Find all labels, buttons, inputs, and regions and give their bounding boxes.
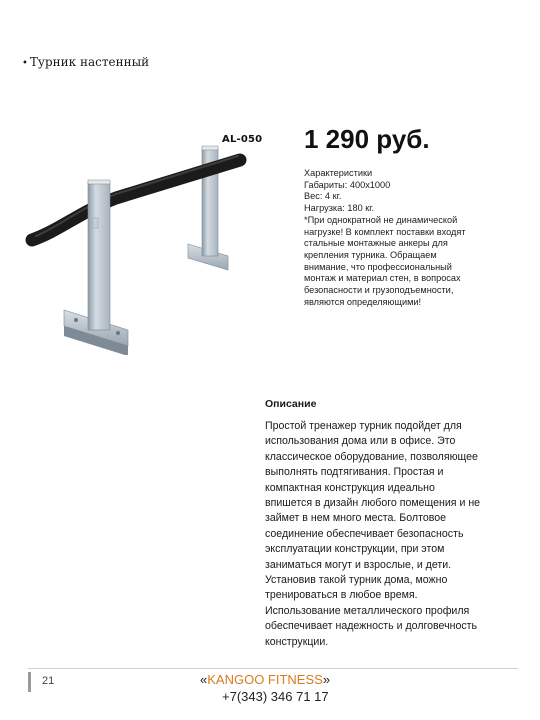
description-line: обеспечивает надежность и долговечность [265, 620, 477, 633]
page-number: 21 [42, 675, 55, 687]
footer-divider [28, 668, 518, 669]
specs-line: нагрузке! В комплект поставки входят [304, 226, 466, 237]
description-line: соединение обеспечивает безопасность [265, 527, 464, 540]
price: 1 290 руб. [304, 124, 430, 154]
model-code: AL-050 [222, 134, 263, 145]
description-heading: Описание [265, 398, 317, 410]
brand-name [200, 672, 330, 687]
specs-line: безопасности и грузоподъемности, [304, 285, 454, 296]
description-line: займет в нем много места. Болтовое [265, 512, 447, 525]
description-line: эксплуатации конструкции, при этом [265, 543, 445, 556]
title-bullet: • [22, 58, 28, 69]
specs-block [304, 168, 504, 308]
specs-line: монтаж и материал стен, в вопросах [304, 273, 461, 284]
specs-line: Характеристики [304, 168, 373, 178]
specs-line: Вес: 4 кг. [304, 191, 342, 202]
brand-quote-close: » [322, 672, 331, 687]
title-text: Турник настенный [29, 55, 150, 69]
description-line: Установив такой турник дома, можно [265, 574, 448, 587]
description-line: Простой тренажер турник подойдет для [265, 420, 462, 432]
specs-line: Габариты: 400х1000 [304, 179, 391, 190]
front-post [88, 180, 110, 330]
product-image [20, 140, 270, 355]
description-line: использования дома или в офисе. Это [265, 435, 456, 448]
description-line: заниматься могут и взрослые, и дети. [265, 558, 452, 571]
specs-line: внимание, что профессиональный [304, 261, 452, 272]
brand-quote-open: « [200, 672, 208, 687]
specs-line: стальные монтажные анкеры для [304, 238, 448, 249]
specs-line: крепления турника. Обращаем [304, 249, 437, 260]
specs-line: являются определяющими! [304, 296, 422, 307]
description-text [265, 419, 525, 650]
page-title [22, 55, 149, 69]
specs-line: *При однократной не динамической [304, 214, 458, 225]
brand-text: KANGOO FITNESS [207, 672, 323, 687]
description-line: конструкции. [265, 635, 329, 648]
description-line: Использование металлического профиля [265, 604, 470, 617]
description-line: выполнять подтягивания. Простая и [265, 466, 444, 479]
description-line: компактная конструкция идеально [265, 481, 435, 494]
description-line: тренироваться в любое время. [265, 589, 418, 602]
phone-number: +7(343) 346 71 17 [222, 689, 329, 704]
description-line: впишется в дизайн любого помещения и не [265, 497, 481, 510]
specs-line: Нагрузка: 180 кг. [304, 203, 375, 214]
footer-accent-mark [28, 672, 31, 692]
description-line: классическое оборудование, позволяющее [265, 450, 478, 463]
